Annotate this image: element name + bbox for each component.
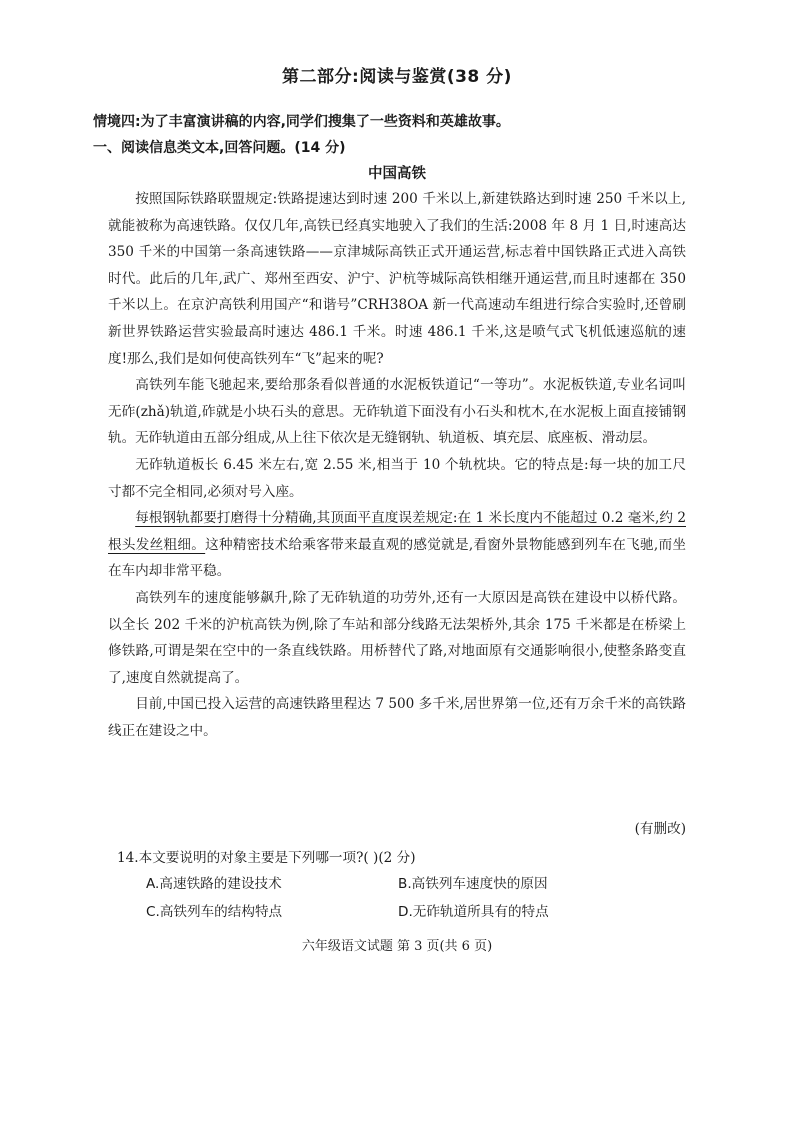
page-footer: 六年级语文试题 第 3 页(共 6 页) <box>301 939 493 954</box>
article-body <box>108 186 686 744</box>
part-title: 第二部分:阅读与鉴赏(38 分) <box>282 67 512 87</box>
section-heading: 一、阅读信息类文本,回答问题。(14 分) <box>93 140 346 156</box>
article-paragraph: 按照国际铁路联盟规定:铁路提速达到时速 200 千米以上,新建铁路达到时速 250 千米以上,就能被称为高速铁路。仅仅几年,高铁已经真实地驶入了我们的生活:2008 年 8 月 1 日,时速高达 350 千米的中国第一条高速铁路——京津城际高铁正式开通运营,标志着中国铁路正式进入高铁时代。此后的几年,武广、郑州至西安、沪宁、沪杭等城际高铁相继开通运营,而且时速都在 350 千米以上。在京沪高铁利用国产“和谐号”CRH38OA 新一代高速动车组进行综合实验时,还曾刷新世界铁路运营实验最高时速达 486.1 千米。时速 486.1 千米,这是喷气式飞机低速巡航的速度!那么,我们是如何使高铁列车“飞”起来的呢? <box>108 191 686 367</box>
article-paragraph: 高铁列车能飞驰起来,要给那条看似普通的水泥板铁道记“一等功”。水泥板铁道,专业名词叫无砟(zhǎ)轨道,砟就是小块石头的意思。无砟轨道下面没有小石头和枕木,在水泥板上面直接铺钢轨。无砟轨道由五部分组成,从上往下依次是无缝钢轨、轨道板、填充层、底座板、滑动层。 <box>108 377 686 447</box>
sentence-after-underline: 这种精密技术给乘客带来最直观的感觉就是,看窗外景物能感到列车在飞驰,而坐在车内却非常平稳。 <box>108 536 687 580</box>
article-paragraph: 高铁列车的速度能够飙升,除了无砟轨道的功劳外,还有一大原因是高铁在建设中以桥代路。以全长 202 千米的沪杭高铁为例,除了车站和部分线路无法架桥外,其余 175 千米都是在桥梁上修铁路,可谓是架在空中的一条直线铁路。用桥替代了路,对地面原有交通影响很小,使整条路变直了,速度自然就提高了。 <box>108 589 686 686</box>
question-options <box>146 872 666 920</box>
article-paragraph <box>108 505 686 585</box>
option-a[interactable]: A.高速铁路的建设技术 <box>146 876 282 892</box>
article-title: 中国高铁 <box>368 166 426 182</box>
option-b[interactable]: B.高铁列车速度快的原因 <box>398 876 548 892</box>
question-stem: 14.本文要说明的对象主要是下列哪一项?( )(2 分) <box>117 850 416 866</box>
article-paragraph: 目前,中国已投入运营的高速铁路里程达 7 500 多千米,居世界第一位,还有万余千米的高铁路线正在建设之中。 <box>108 696 686 739</box>
source-note: (有删改) <box>634 821 686 837</box>
article-paragraph: 无砟轨道板长 6.45 米左右,宽 2.55 米,相当于 10 个轨枕块。它的特点是:每一块的加工尺寸都不完全相同,必须对号入座。 <box>108 456 686 500</box>
option-c[interactable]: C.高铁列车的结构特点 <box>146 904 283 920</box>
underlined-sentence: 每根钢轨都要打磨得十分精确,其顶面平直度误差规定:在 1 米长度内不能超过 0.2 毫米,约 2 根头发丝粗细。 <box>108 510 686 553</box>
option-d[interactable]: D.无砟轨道所具有的特点 <box>398 904 549 920</box>
scenario-text: 情境四:为了丰富演讲稿的内容,同学们搜集了一些资料和英雄故事。 <box>93 114 510 130</box>
